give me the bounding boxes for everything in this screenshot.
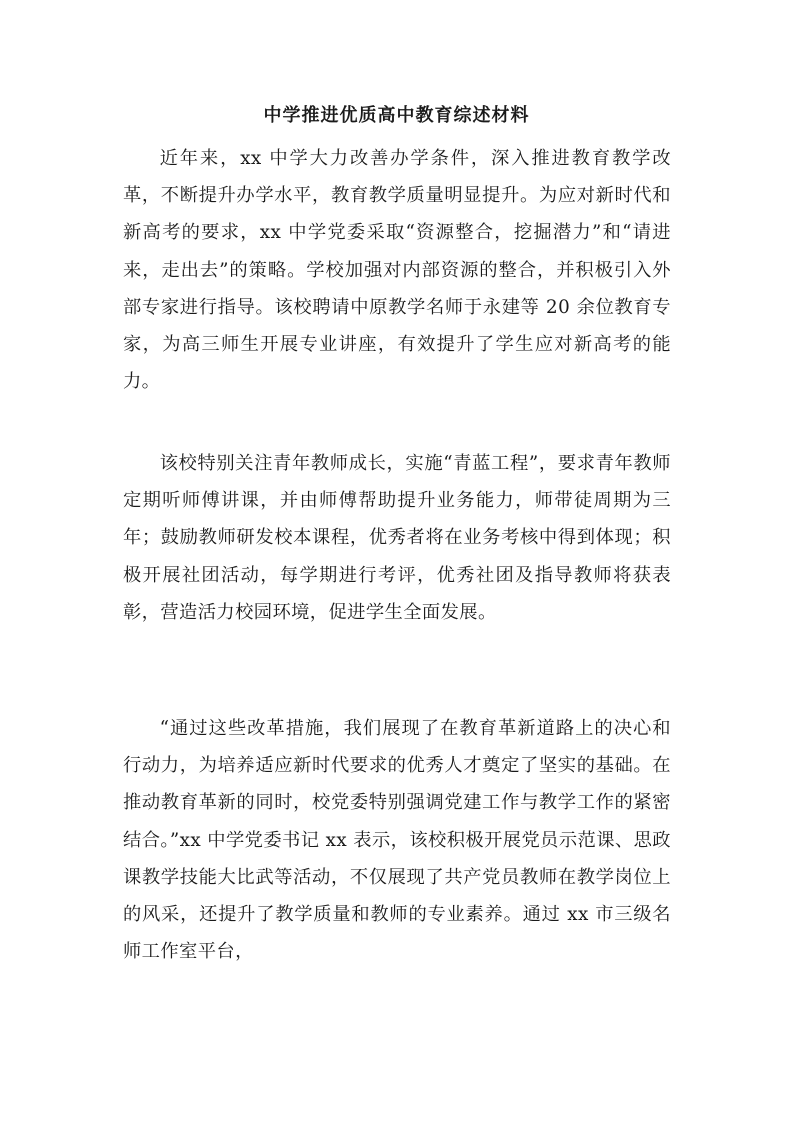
document-title: 中学推进优质高中教育综述材料 (263, 105, 530, 126)
paragraph-2: 该校特别关注青年教师成长，实施“青蓝工程”，要求青年教师定期听师傅讲课，并由师傅帮助提升业务能力，师带徒周期为三年；鼓励教师研发校本课程，优秀者将在业务考核中得到体现；积极开展社团活动，每学期进行考评，优秀社团及指导教师将获表彰，营造活力校园环境，促进学生全面发展。 (123, 453, 671, 623)
paragraph-3: “通过这些改革措施，我们展现了在教育革新道路上的决心和行动力，为培养适应新时代要求的优秀人才奠定了坚实的基础。在推动教育革新的同时，校党委特别强调党建工作与教学工作的紧密结合。”xx 中学党委书记 xx 表示，该校积极开展党员示范课、思政课教学技能大比武等活动，不仅展现了共产党员教师在教学岗位上的风采，还提升了教学质量和教师的专业素养。通过 xx 市三级名师工作室平台， (123, 718, 671, 963)
paragraph-1: 近年来，xx 中学大力改善办学条件，深入推进教育教学改革，不断提升办学水平，教育教学质量明显提升。为应对新时代和新高考的要求，xx 中学党委采取“资源整合，挖掘潜力”和“请进来，走出去”的策略。学校加强对内部资源的整合，并积极引入外部专家进行指导。该校聘请中原教学名师于永建等 20 余位教育专家，为高三师生开展专业讲座，有效提升了学生应对新高考的能力。 (123, 148, 671, 393)
